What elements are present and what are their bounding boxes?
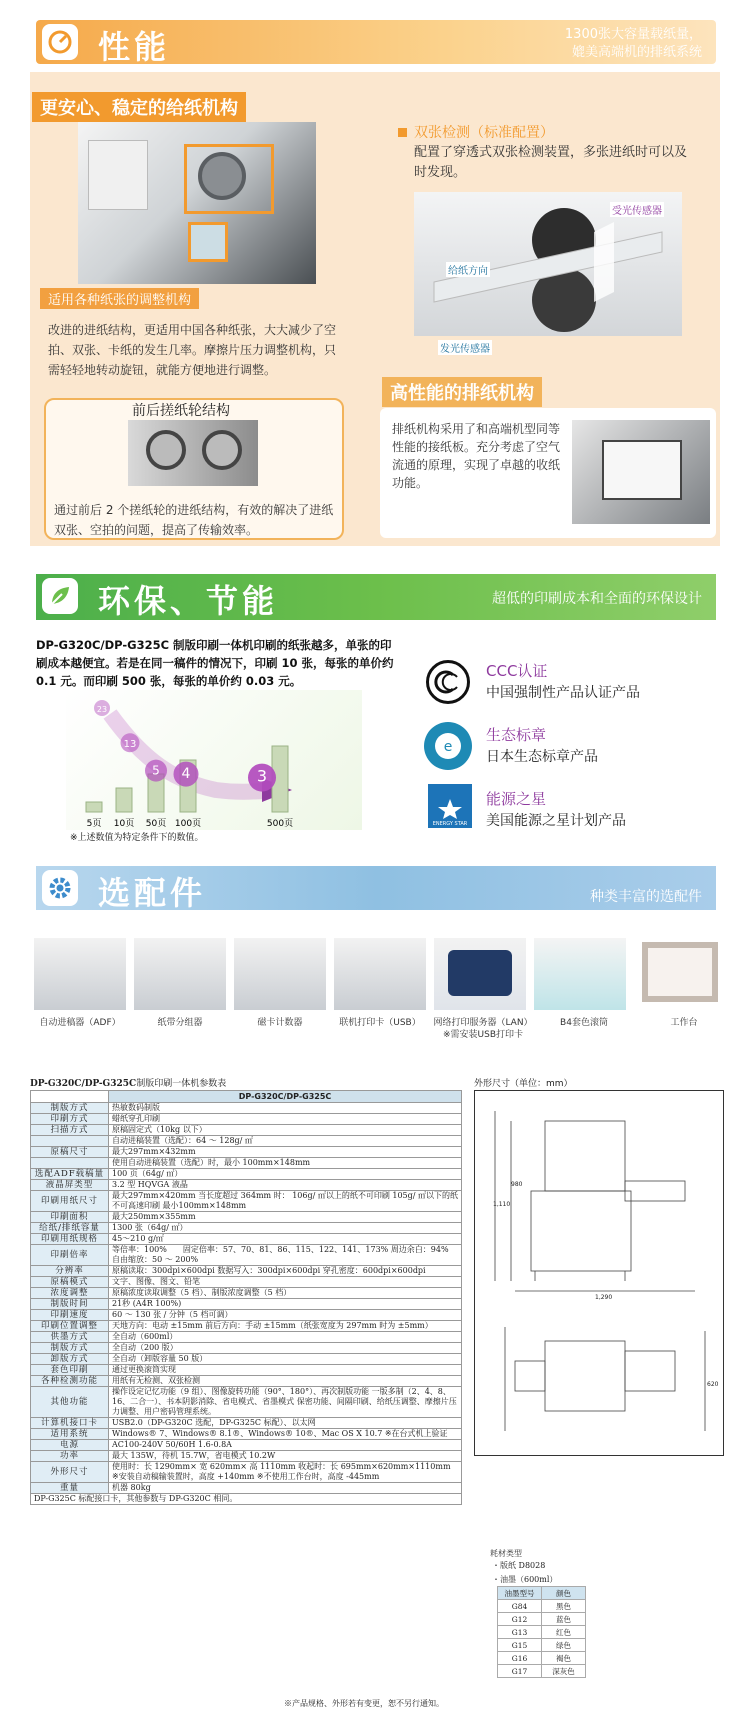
accessory-tape-sorter-image xyxy=(134,938,226,1010)
ink-color: 黑色 xyxy=(542,1600,586,1613)
spec-row xyxy=(31,1191,462,1212)
accessory-label-worktable: 工作台 xyxy=(670,1018,698,1028)
spec-key: 卸版方式 xyxy=(31,1354,109,1365)
roller-heading: 前后搓纸轮结构 xyxy=(132,403,230,419)
accessories-title: 选配件 xyxy=(98,874,207,912)
spec-value: 100 页（64g/ ㎡） xyxy=(109,1169,462,1180)
spec-key: 浓度调整 xyxy=(31,1288,109,1299)
ink-color: 褐色 xyxy=(542,1652,586,1665)
svg-text:e: e xyxy=(443,739,453,755)
spec-row xyxy=(31,1462,462,1483)
spec-row xyxy=(31,1310,462,1321)
chart-bubble-label: 13 xyxy=(123,738,137,750)
chart-bubble-label: 3 xyxy=(256,766,268,786)
accessories-banner xyxy=(36,866,716,910)
spec-caption xyxy=(30,1076,226,1089)
ink-model: G12 xyxy=(498,1613,542,1626)
spec-row xyxy=(31,1483,462,1494)
spec-key: 选配ADF载稿量 xyxy=(31,1169,109,1180)
spec-row xyxy=(31,1321,462,1332)
chart-bar xyxy=(116,788,132,812)
spec-value: 最大297mm×420mm 当长度超过 364mm 时： 106g/ ㎡以上的纸不可印刷 105g/ ㎡以下的纸不可高速印刷 最小100mm×148mm xyxy=(109,1191,462,1212)
accessory-label-tape-sorter: 纸带分组器 xyxy=(157,1018,203,1028)
ccc-desc: 中国强制性产品认证产品 xyxy=(486,685,640,701)
gear-icon xyxy=(42,870,78,906)
accessory-lan-server-image xyxy=(434,938,526,1010)
spec-key: 原稿模式 xyxy=(31,1277,109,1288)
eco-banner xyxy=(36,574,716,620)
roller-photo xyxy=(128,420,258,486)
double-heading: 双张检测（标准配置） xyxy=(414,125,554,141)
orange-square-icon xyxy=(398,128,407,137)
ink-table xyxy=(497,1586,586,1678)
spec-caption-text: 制版印刷一体机参数表 xyxy=(136,1079,227,1089)
performance-subtitle-2: 媲美高端机的排纸系统 xyxy=(571,45,702,60)
performance-banner xyxy=(36,20,716,64)
adjust-tag: 适用各种纸张的调整机构 xyxy=(40,288,199,309)
eco-mark-desc: 日本生态标章产品 xyxy=(486,749,598,765)
eco-mark-icon xyxy=(424,722,472,770)
spec-value: 通过更换滚筒实现 xyxy=(109,1365,462,1376)
spec-key: 功率 xyxy=(31,1451,109,1462)
chart-note: ※上述数值为特定条件下的数值。 xyxy=(70,833,204,843)
lan-note: ※需安装USB打印卡 xyxy=(442,1030,524,1040)
spec-footer-row xyxy=(31,1494,462,1505)
spec-row xyxy=(31,1376,462,1387)
ink-model: G16 xyxy=(498,1652,542,1665)
dim-width-1290: 1,290 xyxy=(595,1294,613,1301)
spec-row xyxy=(31,1212,462,1223)
spec-row xyxy=(31,1158,462,1169)
emitter-sensor-label: 发光传感器 xyxy=(438,340,492,355)
accessory-usb-card-image xyxy=(334,938,426,1010)
spec-row xyxy=(31,1299,462,1310)
ink-model: G17 xyxy=(498,1665,542,1678)
spec-key: 印刷方式 xyxy=(31,1114,109,1125)
spec-row xyxy=(31,1125,462,1136)
spec-row xyxy=(31,1266,462,1277)
spec-value: 全自动（200 版） xyxy=(109,1343,462,1354)
chart-bubble-label: 4 xyxy=(181,766,191,783)
dim-height-1110: 1,110 xyxy=(493,1201,511,1208)
spec-key: 印刷用纸规格 xyxy=(31,1234,109,1245)
accessory-label-adf: 自动进稿器（ADF） xyxy=(39,1018,121,1028)
accessory-label-b4-drum: B4套色滚筒 xyxy=(560,1018,608,1028)
performance-subtitle-1: 1300张大容量载纸量， xyxy=(564,27,702,42)
ink-model: G13 xyxy=(498,1626,542,1639)
spec-row xyxy=(31,1418,462,1429)
accessory-b4-drum-image xyxy=(534,938,626,1010)
spec-row xyxy=(31,1103,462,1114)
chart-bar xyxy=(86,802,102,812)
spec-row xyxy=(31,1332,462,1343)
ink-color: 蓝色 xyxy=(542,1613,586,1626)
spec-key: 供墨方式 xyxy=(31,1332,109,1343)
spec-value: 使用自动进稿装置（选配）时，最小 100mm×148mm xyxy=(109,1158,462,1169)
spec-row xyxy=(31,1234,462,1245)
accessory-label-card-counter: 磁卡计数器 xyxy=(257,1018,303,1028)
spec-key: 制版时间 xyxy=(31,1299,109,1310)
spec-caption-model: DP-G320C/DP-G325C xyxy=(30,1079,137,1089)
gauge-icon xyxy=(42,24,78,60)
ccc-title: CCC认证 xyxy=(486,662,548,680)
spec-row xyxy=(31,1147,462,1158)
double-text: 配置了穿透式双张检测装置，多张进纸时可以及时发现。 xyxy=(414,145,688,180)
energy-star-desc: 美国能源之星计划产品 xyxy=(486,813,626,829)
consumables-ink-title: ・油墨（600ml） xyxy=(492,1575,558,1584)
performance-title: 性能 xyxy=(98,28,171,66)
chart-x-label: 50页 xyxy=(145,819,167,829)
feed-direction-label: 给纸方向 xyxy=(446,262,490,277)
spec-key: 原稿尺寸 xyxy=(31,1147,109,1158)
chart-x-label: 500页 xyxy=(266,819,294,829)
accessory-label-usb-card: 联机打印卡（USB） xyxy=(339,1018,421,1028)
spec-key: 印刷速度 xyxy=(31,1310,109,1321)
ccc-logo xyxy=(426,660,470,704)
spec-row xyxy=(31,1169,462,1180)
dims-drawing xyxy=(474,1090,724,1456)
spec-row xyxy=(31,1223,462,1234)
spec-value: Windows® 7、Windows® 8.1®、Windows® 10®、Mac OS X 10.7 ※在台式机上验证 xyxy=(109,1429,462,1440)
eco-subtitle: 超低的印刷成本和全面的环保设计 xyxy=(492,591,702,607)
dims-title: 外形尺寸（单位：mm） xyxy=(474,1079,573,1089)
spec-key: 给纸/排纸容量 xyxy=(31,1223,109,1234)
spec-row xyxy=(31,1245,462,1266)
spec-value: 21秒 (A4R 100%) xyxy=(109,1299,462,1310)
energy-star-label: ENERGY STAR xyxy=(432,821,468,827)
spec-key: 外形尺寸 xyxy=(31,1462,109,1483)
spec-row xyxy=(31,1114,462,1125)
spec-key: 扫描方式 xyxy=(31,1125,109,1136)
spec-value: 原稿浓度读取调整（5 档）、制版浓度调整（5 档） xyxy=(109,1288,462,1299)
energy-star-title: 能源之星 xyxy=(486,790,547,808)
accessory-label-lan-server: 网络打印服务器（LAN） xyxy=(433,1018,533,1028)
dim-height-980: 980 xyxy=(511,1181,523,1188)
spec-row xyxy=(31,1277,462,1288)
cost-chart xyxy=(66,690,362,830)
chart-bubble-label: 23 xyxy=(96,705,108,714)
consumables-title: 耗材类型 xyxy=(490,1549,522,1558)
spec-value: 60 ～ 130 张 / 分钟（5 档可调） xyxy=(109,1310,462,1321)
spec-row xyxy=(31,1288,462,1299)
ink-model: G15 xyxy=(498,1639,542,1652)
spec-value: 最大 135W，待机 15.7W，省电模式 10.2W xyxy=(109,1451,462,1462)
spec-value: 操作设定记忆功能（9 组）、图像旋转功能（90°、180°）、再次制版功能 一版多制（2、4、8、16、二合一）、书本阴影消除、省电模式、省墨模式 保密功能、间隔印刷、给纸压调整、摩擦片压力调整、用户密码管理系统。 xyxy=(109,1387,462,1418)
spec-key: 制版方式 xyxy=(31,1343,109,1354)
spec-key: 套色印刷 xyxy=(31,1365,109,1376)
spec-value: 45～210 g/㎡ xyxy=(109,1234,462,1245)
roller-text: 通过前后 2 个搓纸轮的进纸结构，有效的解决了进纸双张、空拍的问题，提高了传输效率。 xyxy=(54,503,334,537)
accessories-subtitle: 种类丰富的选配件 xyxy=(590,889,702,905)
spec-table xyxy=(30,1090,465,1505)
eject-tray-photo xyxy=(572,420,710,524)
spec-row xyxy=(31,1354,462,1365)
spec-row xyxy=(31,1180,462,1191)
eco-title: 环保、节能 xyxy=(98,582,279,620)
eject-heading: 高性能的排纸机构 xyxy=(382,377,542,407)
spec-row xyxy=(31,1451,462,1462)
spec-row xyxy=(31,1429,462,1440)
adjust-text: 改进的进纸结构，更适用中国各种纸张，大大减少了空拍、双张、卡纸的发生几率。摩擦片压力调整机构，只需轻轻地转动旋钮，就能方便地进行调整。 xyxy=(48,323,337,377)
spec-key: 电源 xyxy=(31,1440,109,1451)
spec-key: 印刷用纸尺寸 xyxy=(31,1191,109,1212)
spec-key: 印刷面积 xyxy=(31,1212,109,1223)
eco-intro: DP-G320C/DP-G325C 制版印刷一体机印刷的纸张越多，单张的印刷成本越便宜。若是在同一稿件的情况下，印刷 10 张，每张的单价约 0.1 元。而印刷 500 张，每张的单价约 0.03 元。 xyxy=(36,638,394,688)
spec-value: 1300 张（64g/ ㎡） xyxy=(109,1223,462,1234)
spec-key xyxy=(31,1158,109,1169)
spec-key: 分辨率 xyxy=(31,1266,109,1277)
accessory-adf-image xyxy=(34,938,126,1010)
dim-depth-620: 620 xyxy=(707,1381,719,1388)
spec-value: 文字、图像、图文、铅笔 xyxy=(109,1277,462,1288)
spec-key: 其他功能 xyxy=(31,1387,109,1418)
chart-bubble-label: 5 xyxy=(152,763,160,778)
chart-x-label: 100页 xyxy=(174,819,202,829)
spec-value: 天地方向：电动 ±15mm 前后方向：手动 ±15mm（纸张宽度为 297mm 时为 ±5mm） xyxy=(109,1321,462,1332)
spec-value: 热敏数码制版 xyxy=(109,1103,462,1114)
consumables-master: ・版纸 D8028 xyxy=(492,1561,546,1570)
spec-value: 用纸有无检测、双张检测 xyxy=(109,1376,462,1387)
spec-value: 机器 80kg xyxy=(109,1483,462,1494)
spec-key: 重量 xyxy=(31,1483,109,1494)
spec-row xyxy=(31,1440,462,1451)
spec-value: 原稿读取：300dpi×600dpi 数据写入：300dpi×600dpi 穿孔密度：600dpi×600dpi xyxy=(109,1266,462,1277)
spec-key: 计算机接口卡 xyxy=(31,1418,109,1429)
spec-row xyxy=(31,1365,462,1376)
accessory-card-counter-image xyxy=(234,938,326,1010)
ink-header-color: 颜色 xyxy=(542,1587,586,1600)
spec-key: 适用系统 xyxy=(31,1429,109,1440)
eject-text: 排纸机构采用了和高端机型同等性能的接纸板。充分考虑了空气流通的原理，实现了卓越的收纸功能。 xyxy=(392,422,561,490)
leaf-icon xyxy=(42,578,78,614)
receiver-sensor-label: 受光传感器 xyxy=(610,202,664,217)
ink-color: 绿色 xyxy=(542,1639,586,1652)
spec-value: USB2.0（DP-G320C 选配，DP-G325C 标配）、以太网 xyxy=(109,1418,462,1429)
spec-value: AC100-240V 50/60H 1.6-0.8A xyxy=(109,1440,462,1451)
spec-value: 原稿固定式（10kg 以下） xyxy=(109,1125,462,1136)
spec-key: 各种检测功能 xyxy=(31,1376,109,1387)
spec-disclaimer: ※产品规格、外形若有变更，恕不另行通知。 xyxy=(284,1699,444,1708)
spec-key xyxy=(31,1136,109,1147)
spec-value: 等倍率：100% 固定倍率：57、70、81、86、115、122、141、173% 周边余白：94% 自由缩放：50 ～ 200% xyxy=(109,1245,462,1266)
energy-star-logo xyxy=(428,784,472,828)
spec-value: 3.2 型 HQVGA 液晶 xyxy=(109,1180,462,1191)
spec-value: 蜡纸穿孔印刷 xyxy=(109,1114,462,1125)
eco-mark-title: 生态标章 xyxy=(486,726,547,744)
spec-key: 印刷位置调整 xyxy=(31,1321,109,1332)
spec-key: 制版方式 xyxy=(31,1103,109,1114)
spec-key: 印刷倍率 xyxy=(31,1245,109,1266)
chart-x-label: 10页 xyxy=(113,819,135,829)
chart-x-label: 5页 xyxy=(86,819,102,829)
spec-key: 液晶屏类型 xyxy=(31,1180,109,1191)
ink-color: 深灰色 xyxy=(542,1665,586,1678)
spec-value: 最大250mm×355mm xyxy=(109,1212,462,1223)
spec-row xyxy=(31,1387,462,1418)
spec-value: 自动进稿装置（选配）：64 ～ 128g/ ㎡ xyxy=(109,1136,462,1147)
ink-model: G84 xyxy=(498,1600,542,1613)
spec-footer: DP-G325C 标配接口卡，其他参数与 DP-G320C 相同。 xyxy=(31,1494,462,1505)
spec-value: 最大297mm×432mm xyxy=(109,1147,462,1158)
accessory-worktable-image xyxy=(634,938,726,1010)
spec-value: 使用时：长 1290mm× 宽 620mm× 高 1110mm 收起时：长 695mm×620mm×1110mm ※安装自动稿输装置时，高度 +140mm ※不使用工作台时，高度 -445mm xyxy=(109,1462,462,1483)
spec-header: DP-G320C/DP-G325C xyxy=(109,1091,462,1103)
spec-row xyxy=(31,1136,462,1147)
spec-row xyxy=(31,1343,462,1354)
spec-value: 全自动（600ml） xyxy=(109,1332,462,1343)
feed-mechanism-photo xyxy=(78,122,316,284)
ink-color: 红色 xyxy=(542,1626,586,1639)
ink-header-model: 油墨型号 xyxy=(498,1587,542,1600)
spec-value: 全自动（卸版容量 50 版） xyxy=(109,1354,462,1365)
feed-heading: 更安心、稳定的给纸机构 xyxy=(32,92,246,122)
